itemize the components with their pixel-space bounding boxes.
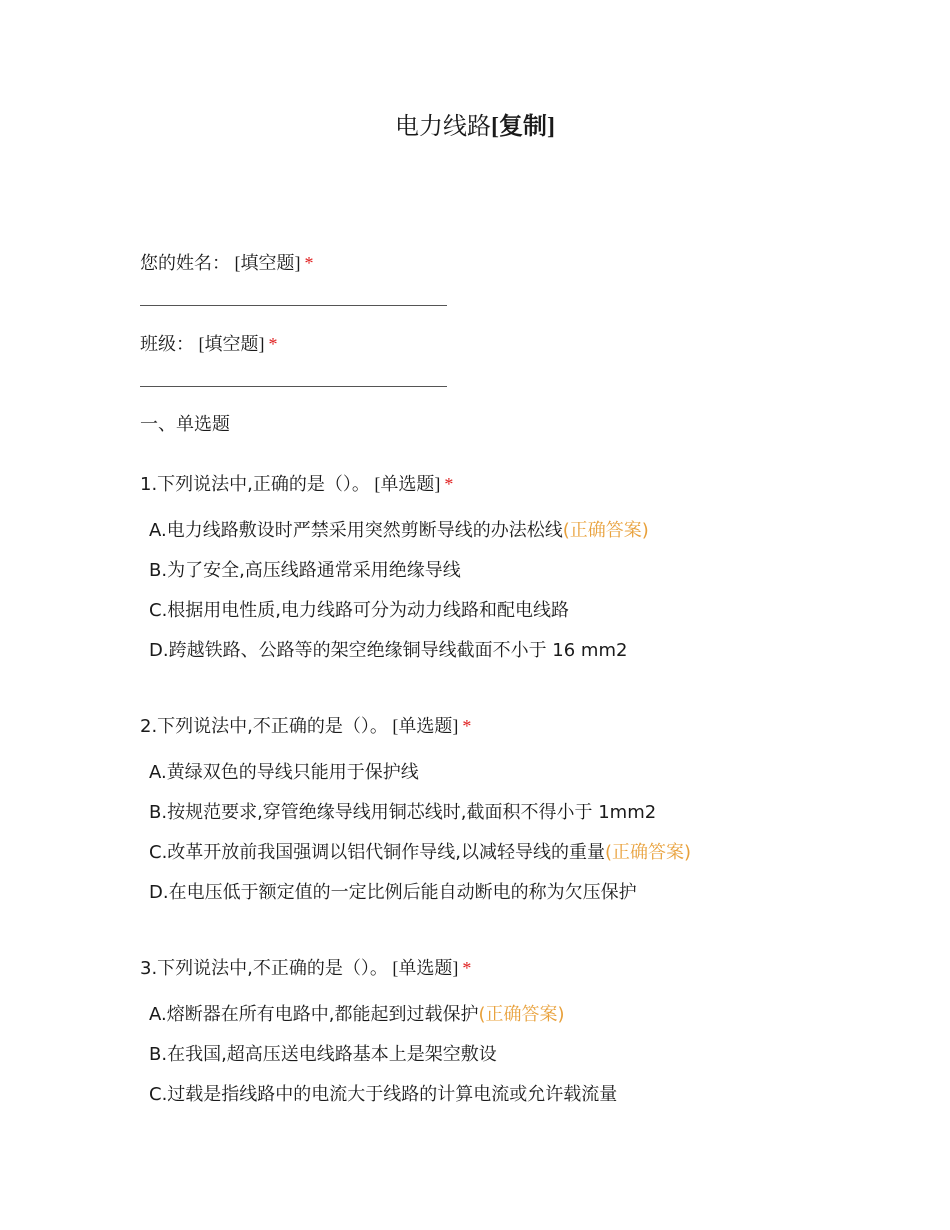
field-label-text: 班级： xyxy=(140,334,194,355)
question-1-title xyxy=(140,472,453,497)
correct-answer-label: (正确答案) xyxy=(562,520,649,541)
option-text: A.黄绿双色的导线只能用于保护线 xyxy=(149,762,419,783)
question-2-option-c[interactable] xyxy=(149,840,691,865)
question-text: 3.下列说法中,不正确的是（）。 xyxy=(140,958,388,979)
class-input-line[interactable] xyxy=(140,386,447,387)
required-marker: * xyxy=(304,253,314,273)
question-2-option-b[interactable] xyxy=(149,800,656,825)
option-text: B.为了安全,高压线路通常采用绝缘导线 xyxy=(149,560,461,581)
option-text: A.熔断器在所有电路中,都能起到过载保护 xyxy=(149,1004,479,1025)
question-3-option-b[interactable] xyxy=(149,1042,497,1067)
option-text: C.过载是指线路中的电流大于线路的计算电流或允许载流量 xyxy=(149,1084,618,1105)
question-type-tag: [单选题] xyxy=(392,958,459,978)
name-field-label xyxy=(140,251,314,276)
option-text: D.跨越铁路、公路等的架空绝缘铜导线截面不小于 16 mm2 xyxy=(149,640,628,661)
name-input-line[interactable] xyxy=(140,305,447,306)
option-text: B.在我国,超高压送电线路基本上是架空敷设 xyxy=(149,1044,497,1065)
question-3-option-c[interactable] xyxy=(149,1082,617,1107)
question-2-option-d[interactable] xyxy=(149,880,637,905)
correct-answer-label: (正确答案) xyxy=(605,842,692,863)
question-3-title xyxy=(140,956,471,981)
required-marker: * xyxy=(268,334,278,354)
question-type-tag: [单选题] xyxy=(392,716,459,736)
title-main: 电力线路 xyxy=(395,112,491,140)
section-title: 一、单选题 xyxy=(140,414,230,435)
option-text: B.按规范要求,穿管绝缘导线用铜芯线时,截面积不得小于 1mm2 xyxy=(149,802,657,823)
field-type-tag: [填空题] xyxy=(198,334,265,354)
question-type-tag: [单选题] xyxy=(374,474,441,494)
question-2-option-a[interactable] xyxy=(149,760,419,785)
required-marker: * xyxy=(462,716,472,736)
question-1-option-c[interactable] xyxy=(149,598,569,623)
question-2-title xyxy=(140,714,471,739)
required-marker: * xyxy=(444,474,454,494)
question-text: 2.下列说法中,不正确的是（）。 xyxy=(140,716,388,737)
correct-answer-label: (正确答案) xyxy=(478,1004,565,1025)
question-1-option-b[interactable] xyxy=(149,558,461,583)
option-text: C.改革开放前我国强调以铝代铜作导线,以减轻导线的重量 xyxy=(149,842,606,863)
required-marker: * xyxy=(462,958,472,978)
title-suffix: [复制] xyxy=(491,114,555,140)
question-3-option-a[interactable] xyxy=(149,1002,565,1027)
question-text: 1.下列说法中,正确的是（）。 xyxy=(140,474,370,495)
option-text: D.在电压低于额定值的一定比例后能自动断电的称为欠压保护 xyxy=(149,882,637,903)
question-1-option-a[interactable] xyxy=(149,518,649,543)
class-field-label xyxy=(140,332,278,357)
option-text: A.电力线路敷设时严禁采用突然剪断导线的办法松线 xyxy=(149,520,563,541)
page-title xyxy=(0,110,950,143)
option-text: C.根据用电性质,电力线路可分为动力线路和配电线路 xyxy=(149,600,570,621)
field-label-text: 您的姓名： xyxy=(140,253,230,274)
question-1-option-d[interactable] xyxy=(149,638,627,663)
field-type-tag: [填空题] xyxy=(234,253,301,273)
